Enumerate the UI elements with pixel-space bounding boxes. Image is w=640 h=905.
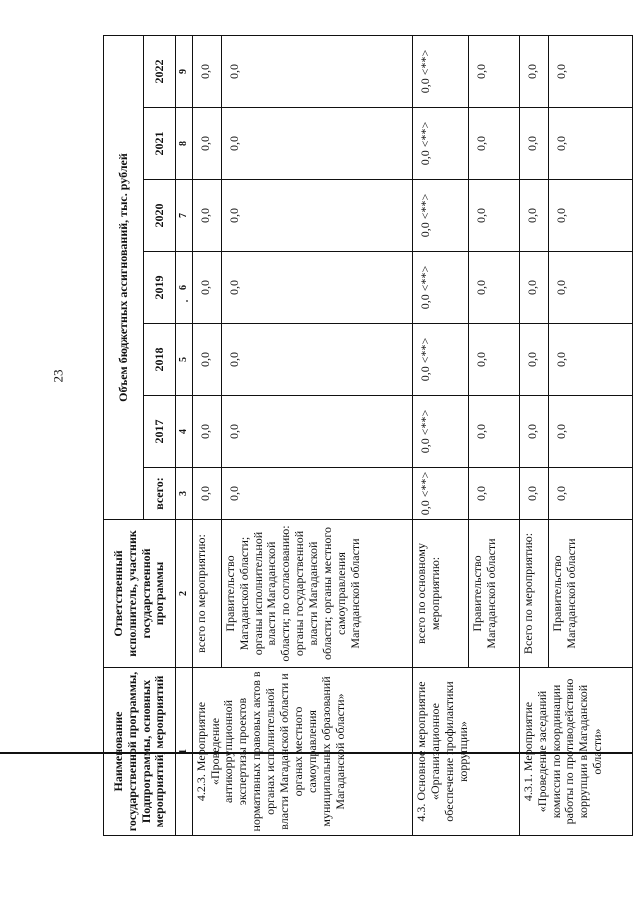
cell-total: 0,0 xyxy=(192,468,221,520)
cell-value: 0,0 xyxy=(468,324,519,396)
cell-value: 0,0 xyxy=(468,396,519,468)
header-year: 2022 xyxy=(144,36,176,108)
col-number: 8 xyxy=(176,108,193,180)
header-year: 2017 xyxy=(144,396,176,468)
cell-value: 0,0 <**> xyxy=(412,36,468,108)
cell-value: 0,0 xyxy=(548,36,632,108)
cell-value: 0,0 xyxy=(519,324,548,396)
col-number: 9 xyxy=(176,36,193,108)
cell-value: 0,0 xyxy=(468,36,519,108)
cell-value: 0,0 xyxy=(519,108,548,180)
row-executor: всего по мероприятию: xyxy=(192,520,221,668)
cell-value: 0,0 xyxy=(519,180,548,252)
cell-value: 0,0 xyxy=(468,108,519,180)
funding-table xyxy=(103,35,633,836)
row-executor: Правительство Магаданской области; органы исполнительной власти Магаданской области; по согласованию: органы государственной власти Магаданской области; органы местного самоуправления Магаданской области xyxy=(221,520,412,668)
col-number: 7 xyxy=(176,180,193,252)
cell-value: 0,0 xyxy=(221,108,412,180)
cell-value: 0,0 xyxy=(548,396,632,468)
table-row xyxy=(519,36,548,836)
cell-value: 0,0 xyxy=(192,180,221,252)
cell-value: 0,0 xyxy=(221,252,412,324)
page-number: 23 xyxy=(50,369,66,383)
cell-value: 0,0 xyxy=(192,324,221,396)
col-number: 4 xyxy=(176,396,193,468)
cell-value: 0,0 <**> xyxy=(412,108,468,180)
cell-total: 0,0 xyxy=(519,468,548,520)
horizontal-rule xyxy=(0,752,632,754)
col-number: 6 xyxy=(176,252,193,324)
col-number: 3 xyxy=(176,468,193,520)
cell-value: 0,0 <**> xyxy=(412,324,468,396)
row-executor: Правительство Магаданской области xyxy=(468,520,519,668)
cell-value: 0,0 <**> xyxy=(412,252,468,324)
cell-value: 0,0 xyxy=(548,180,632,252)
cell-value: 0,0 xyxy=(192,252,221,324)
header-funding: Объем бюджетных ассигнований, тыс. рублей xyxy=(104,36,144,520)
cell-value: 0,0 xyxy=(221,180,412,252)
col-number: 5 xyxy=(176,324,193,396)
cell-total: 0,0 xyxy=(221,468,412,520)
header-year: 2019 xyxy=(144,252,176,324)
header-year: 2020 xyxy=(144,180,176,252)
cell-value: 0,0 xyxy=(548,324,632,396)
row-executor: всего по основному мероприятию: xyxy=(412,520,468,668)
cell-value: 0,0 xyxy=(519,396,548,468)
header-executor: Ответственный исполнитель, участник государственной программы xyxy=(104,520,176,668)
table-row xyxy=(412,36,468,836)
cell-value: 0,0 xyxy=(468,180,519,252)
header-total: всего: xyxy=(144,468,176,520)
cell-value: 0,0 xyxy=(548,108,632,180)
cell-value: 0,0 xyxy=(192,396,221,468)
cell-value: 0,0 xyxy=(468,252,519,324)
header-year: 2021 xyxy=(144,108,176,180)
cell-value: 0,0 xyxy=(221,396,412,468)
cell-value: 0,0 <**> xyxy=(412,396,468,468)
header-year: 2018 xyxy=(144,324,176,396)
row-executor: Всего по мероприятию: xyxy=(519,520,548,668)
cell-total: 0,0 xyxy=(468,468,519,520)
cell-value: 0,0 xyxy=(519,36,548,108)
cell-total: 0,0 <**> xyxy=(412,468,468,520)
cell-total: 0,0 xyxy=(548,468,632,520)
cell-value: 0,0 <**> xyxy=(412,180,468,252)
cell-value: 0,0 xyxy=(221,36,412,108)
cell-value: 0,0 xyxy=(221,324,412,396)
cell-value: 0,0 xyxy=(548,252,632,324)
table-row xyxy=(192,36,221,836)
cell-value: 0,0 xyxy=(519,252,548,324)
col-number: 2 xyxy=(176,520,193,668)
rotated-table-wrapper xyxy=(103,36,633,836)
cell-value: 0,0 xyxy=(192,36,221,108)
row-executor: Правительство Магаданской области xyxy=(548,520,632,668)
cell-value: 0,0 xyxy=(192,108,221,180)
